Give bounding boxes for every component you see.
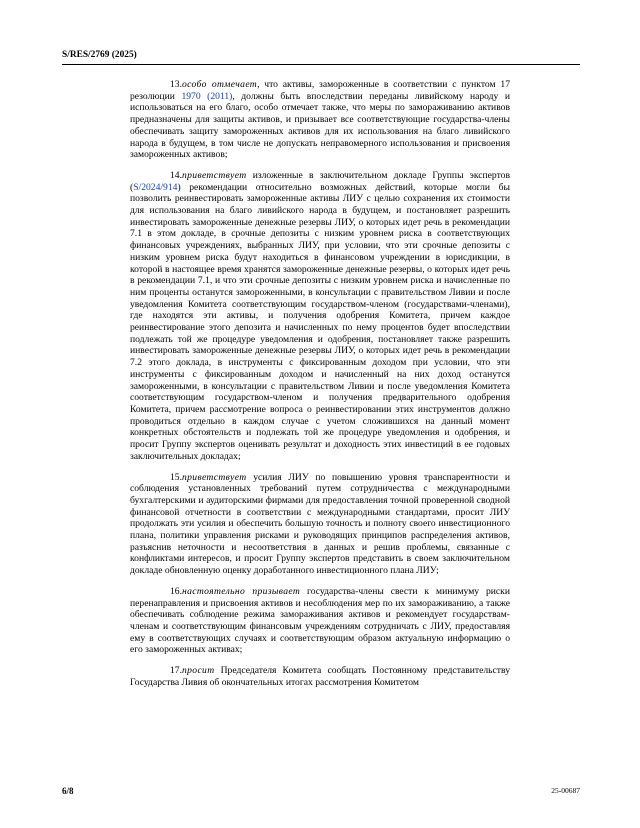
document-code: 25-00687 [551,786,580,795]
header-divider [62,64,580,65]
resolution-link[interactable]: 1970 (2011) [181,90,233,102]
operative-keyword: настоятельно призывает [182,585,301,597]
paragraph-text: государства-члены свести к минимуму риски перенаправления и присвоения активов и несоблюдения мер по их замораживанию, а также обеспечивать соблюдение режима замораживания активов и рекомендует государствам-членам и соответствующим финансовым учреждениям сотрудничать с ЛИУ, предоставляя ему в соответствующих случаях и соответствующим образом актуальную информацию о его замороженных активах; [130,585,510,656]
paragraph-text: , что активы, замороженные в соответствии с пунктом 17 резолюции [130,79,510,102]
paragraph-text-cont: , должны быть впоследствии переданы ливийскому народу и использоваться на его благо, особо отмечает также, что меры по замораживанию активов предназначены для защиты активов, и призывает все соответствующие государства-члены обеспечивать защиту замороженных активов для их использования на благо ливийского народа в будущем, в том числе не допускать неправомерного использования и присвоения замороженных активов; [130,90,510,161]
paragraph-number: 13. [170,79,182,90]
paragraph-17 [130,665,510,688]
paragraph-16 [130,586,510,656]
operative-keyword: просит [182,665,215,677]
report-link[interactable]: S/2024/914 [133,181,178,193]
document-symbol: S/RES/2769 (2025) [62,50,137,60]
paragraph-14 [130,170,510,463]
page-number: 6/8 [62,786,74,796]
paragraph-number: 15. [170,471,182,483]
paragraph-text-cont: ) рекомендации относительно возможных действий, которые могли бы позволить реинвестировать замороженные активы ЛИУ с целью сохранения их стоимости для использования на благо ливийского народа в будущем, и постановляет разрешить инвестировать замороженные денежные резервы ЛИУ, о которых идет речь в рекомендации 7.1 в этом докладе, в срочные депозиты с низким уровнем риска в соответствующих финансовых учреждениях, выбранных ЛИУ, при условии, что эти срочные депозиты с низким уровнем риска будут находиться в финансовом учреждении в юрисдикции, в которой в настоящее время хранятся замороженные денежные резервы, о которых идет речь в рекомендации 7.1, и что эти срочные депозиты с низким уровнем риска и начисленные по ним проценты останутся замороженными, в консультации с правительством Ливии и после уведомления Комитета соответствующим государством-членом (государствами-членами), где находятся эти активы, и получения одобрения Комитета, причем каждое реинвестирование этого депозита и начисленных по нему процентов будет впоследствии подлежать той же процедуре уведомления и одобрения, постановляет также разрешить инвестировать замороженные денежные резервы ЛИУ, о которых идет речь в рекомендации 7.2 этого доклада, в инструменты с фиксированным доходом при условии, что эти инструменты с фиксированным доходом и начисленный на них доход останутся замороженными, в консультации с правительством Ливии и после уведомления Комитета соответствующим государством-членом и получения предварительного одобрения Комитета, причем рассмотрение вопроса о реинвестировании этих инструментов должно проводиться отдельно в каждом случае с учетом сложившихся на данный момент конкретных обстоятельств и подлежать той же процедуре уведомления и одобрения, и просит Группу экспертов оценивать результат и доходность этих инвестиций в ее годовых заключительных докладах; [130,181,510,462]
paragraph-number: 14. [170,169,182,181]
document-body [130,79,510,697]
operative-keyword: особо отмечает [182,79,258,90]
paragraph-number: 17. [170,665,182,677]
operative-keyword: приветствует [182,169,247,181]
paragraph-number: 16. [170,585,182,597]
paragraph-13 [130,79,510,161]
paragraph-text: изложенные в заключительном докладе Группы экспертов ( [130,169,510,193]
paragraph-15 [130,472,510,577]
operative-keyword: приветствует [182,471,247,483]
paragraph-text: Председателя Комитета сообщать Постоянному представительству Государства Ливия об окончательных итогах рассмотрения Комитетом [130,665,510,688]
paragraph-text: усилия ЛИУ по повышению уровня транспарентности и соблюдения установленных требований путем сотрудничества с международными бухгалтерскими и аудиторскими фирмами для предоставления точной проверенной сводной финансовой отчетности в соответствии с международными стандартами, просит ЛИУ продолжать эти усилия и обеспечить большую точность и полноту своего инвестиционного плана, политики управления рисками и руководящих принципов распределения активов, разъяснив неточности и несоответствия в данных и решив проблемы, связанные с конфликтами интересов, и просит Группу экспертов представить в своем заключительном докладе обновленную оценку доработанного инвестиционного плана ЛИУ; [130,471,510,577]
